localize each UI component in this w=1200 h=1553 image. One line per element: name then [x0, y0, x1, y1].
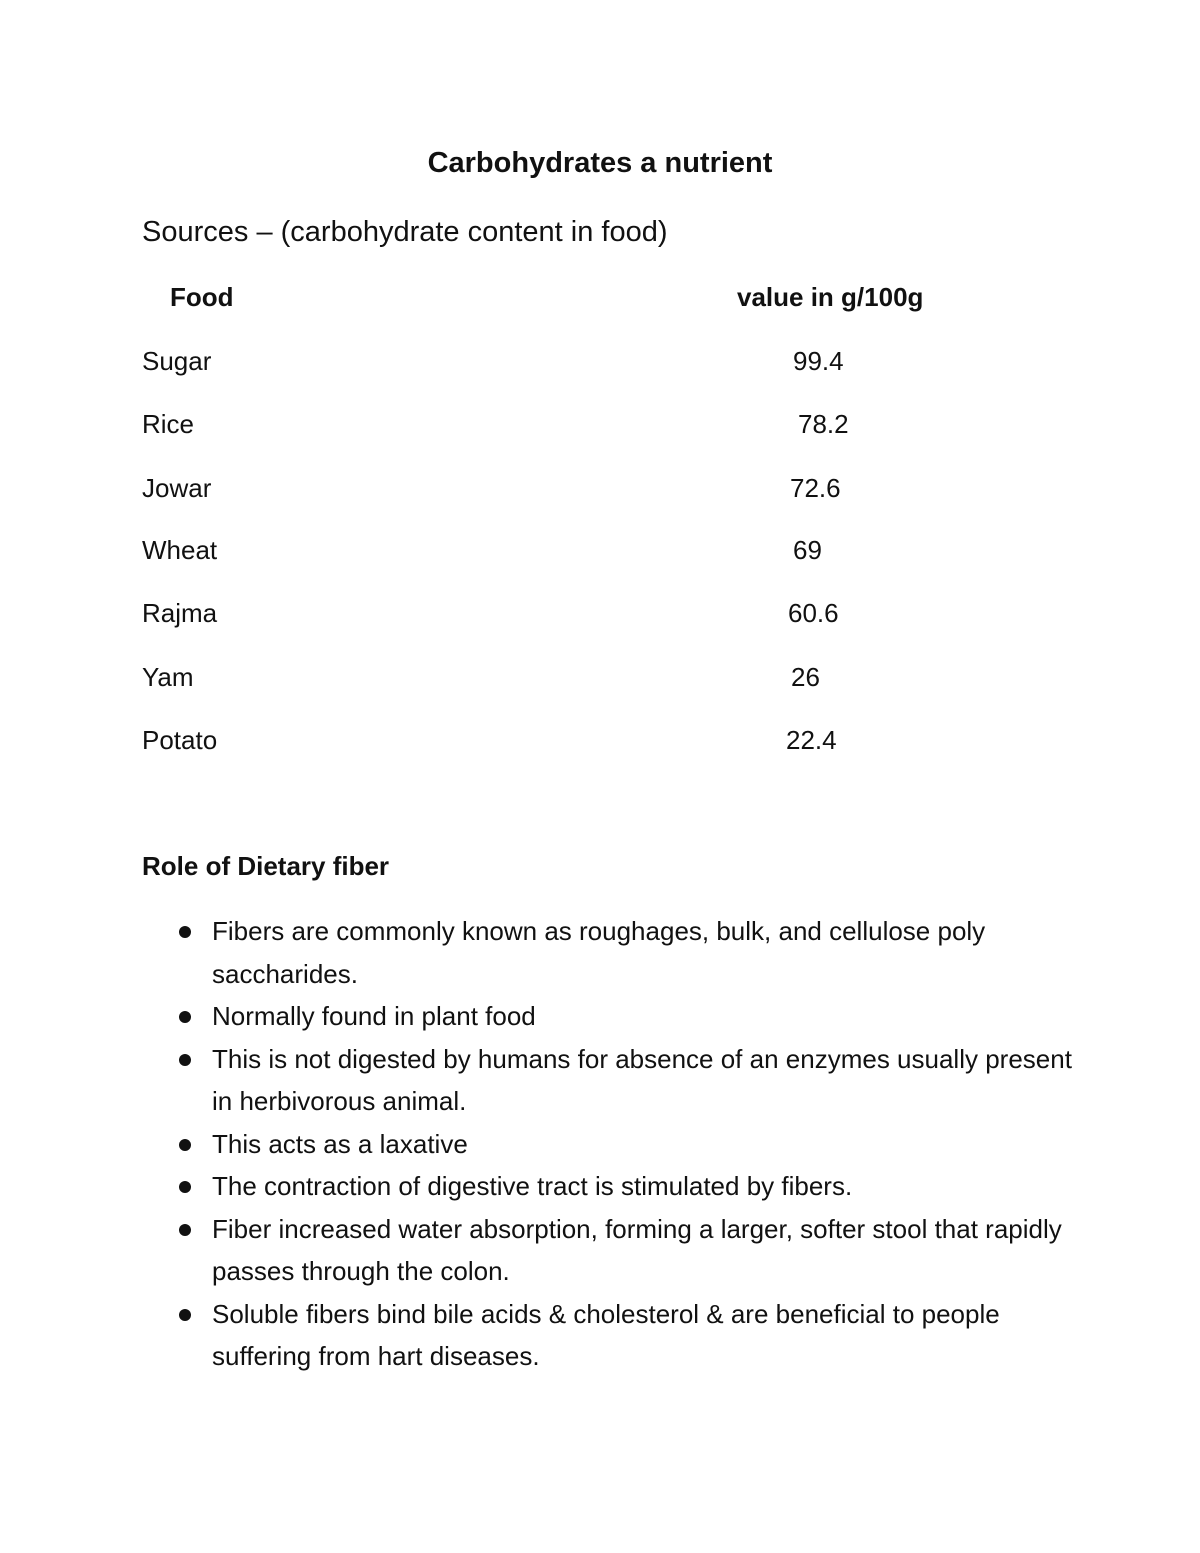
- table-row: [0, 659, 1200, 695]
- food-column-header: Food: [170, 282, 234, 312]
- list-item: [0, 910, 1072, 995]
- table-row: [0, 595, 1200, 631]
- fiber-points-list: [0, 910, 1200, 1378]
- food-name: Yam: [142, 662, 194, 692]
- bullet-icon: [179, 1139, 191, 1151]
- list-item-text: This acts as a laxative: [212, 1128, 468, 1159]
- list-item-text: The contraction of digestive tract is stimulated by fibers.: [212, 1171, 853, 1201]
- food-name: Rice: [142, 409, 195, 439]
- list-item-text: Fiber increased water absorption, forming a larger, softer stool that rapidly passes through the colon.: [212, 1213, 1062, 1286]
- table-row: [0, 343, 1200, 379]
- bullet-icon: [179, 926, 191, 938]
- food-name: Wheat: [142, 535, 218, 565]
- list-item: [0, 1165, 1072, 1208]
- food-value: 26: [791, 662, 820, 692]
- sources-subtitle: Sources – (carbohydrate content in food): [142, 216, 668, 248]
- bullet-icon: [179, 1309, 191, 1321]
- value-column-header: value in g/100g: [737, 282, 924, 312]
- food-value: 72.6: [790, 473, 841, 503]
- list-item: [0, 995, 1072, 1038]
- list-item-text: Soluble fibers bind bile acids & cholesterol & are beneficial to people suffering from hart diseases.: [212, 1298, 1000, 1371]
- food-value: 99.4: [793, 346, 844, 376]
- list-item-text: Normally found in plant food: [212, 1001, 536, 1031]
- food-value: 78.2: [798, 409, 849, 439]
- food-name: Sugar: [142, 346, 212, 376]
- food-value: 69: [793, 535, 822, 565]
- bullet-icon: [179, 1181, 191, 1193]
- food-name: Rajma: [142, 598, 218, 628]
- list-item: [0, 1208, 1072, 1293]
- list-item: [0, 1293, 1072, 1378]
- table-row: [0, 722, 1200, 758]
- bullet-icon: [179, 1054, 191, 1066]
- food-name: Jowar: [142, 473, 212, 503]
- bullet-icon: [179, 1224, 191, 1236]
- table-row: [0, 470, 1200, 506]
- table-header-row: [0, 279, 1200, 315]
- food-value: 22.4: [786, 725, 837, 755]
- table-row: [0, 532, 1200, 568]
- list-item: [0, 1123, 1072, 1166]
- table-row: [0, 406, 1200, 442]
- list-item-text: This is not digested by humans for absence of an enzymes usually present in herbivorous animal.: [212, 1043, 1072, 1116]
- food-name: Potato: [142, 725, 218, 755]
- document-title: Carbohydrates a nutrient: [427, 147, 773, 179]
- list-item-text: Fibers are commonly known as roughages, bulk, and cellulose poly saccharides.: [212, 916, 986, 989]
- dietary-fiber-heading: Role of Dietary fiber: [142, 851, 390, 881]
- bullet-icon: [179, 1011, 191, 1023]
- food-value: 60.6: [788, 598, 839, 628]
- list-item: [0, 1038, 1072, 1123]
